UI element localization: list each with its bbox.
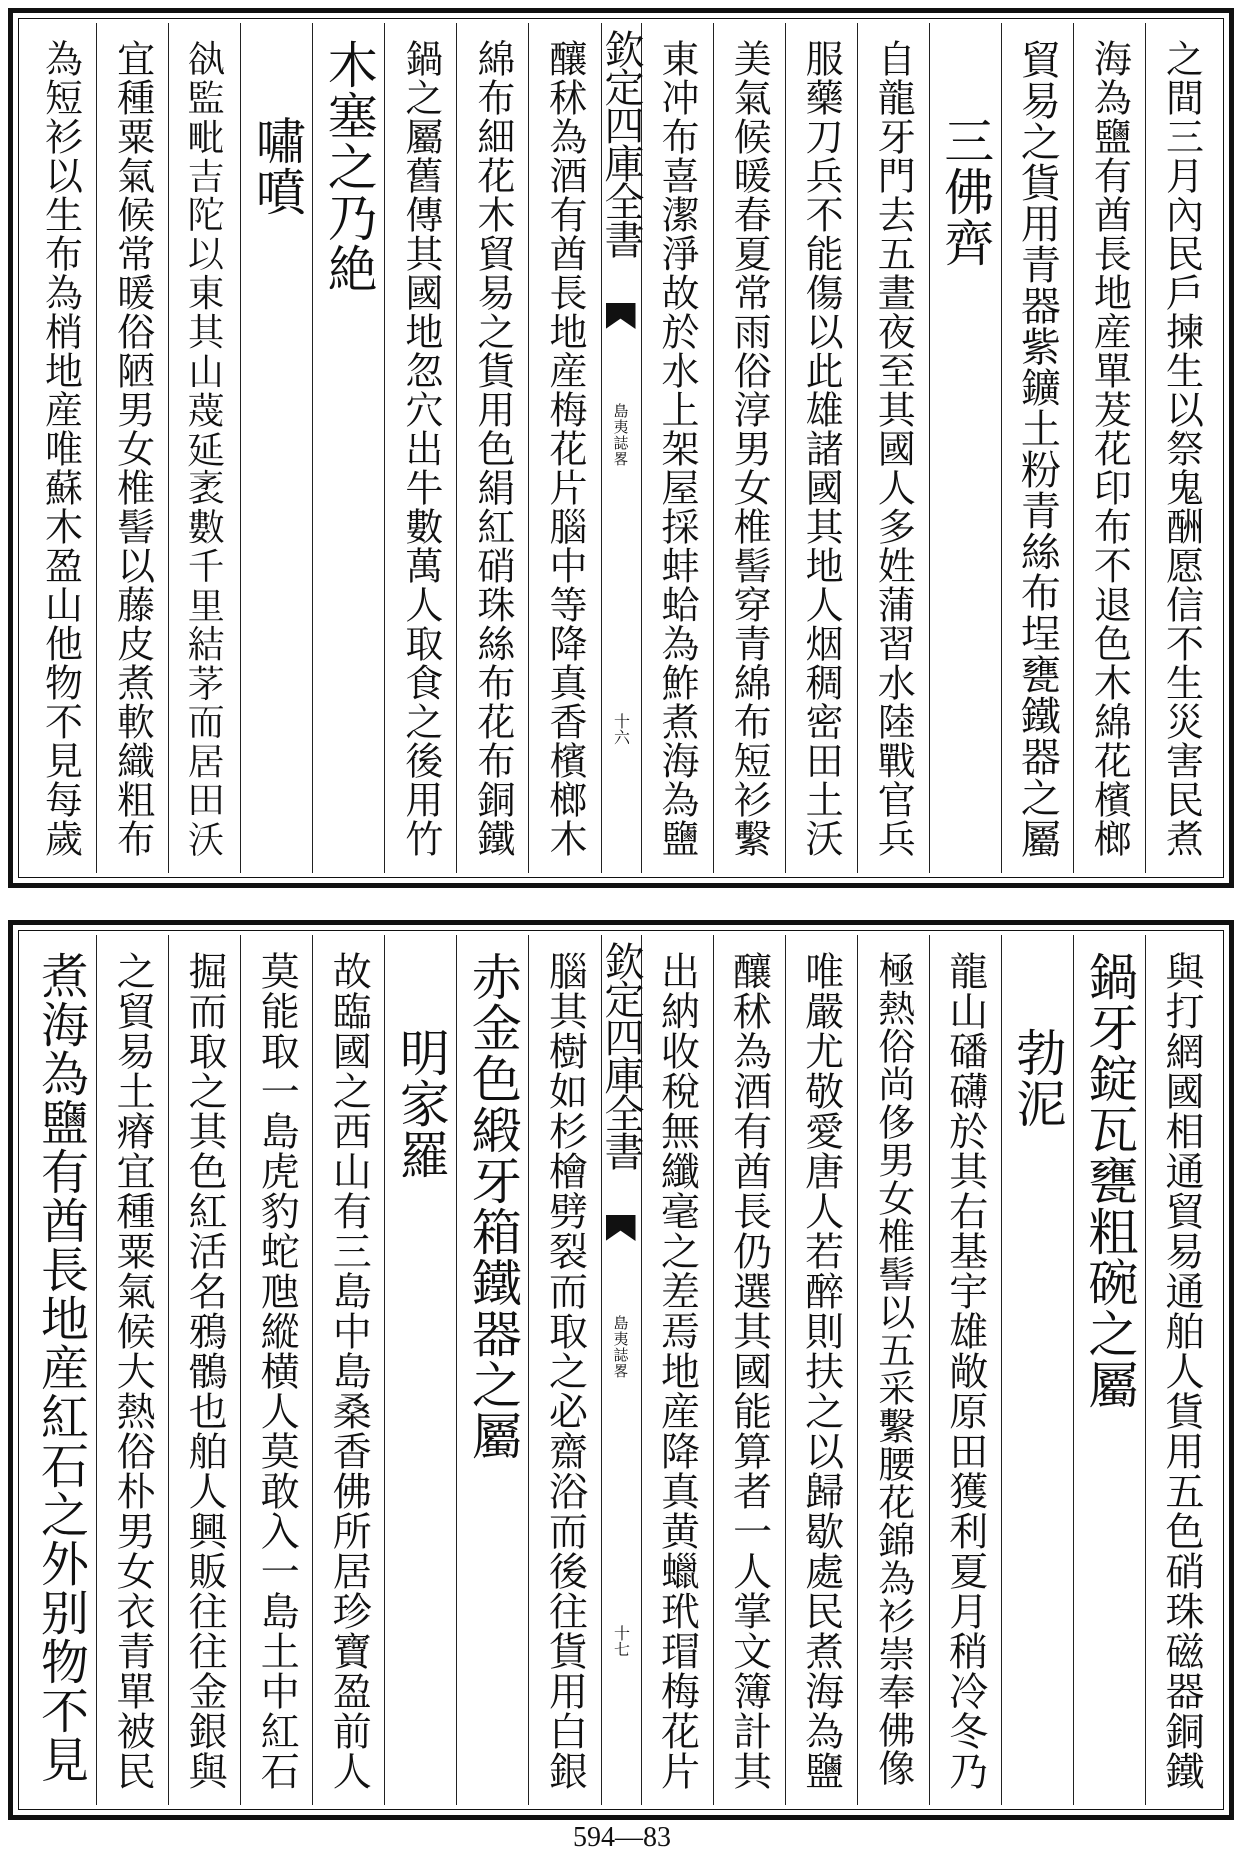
column-text: 美氣候暖春夏常雨俗淳男女椎髻穿青綿布短衫繫 — [727, 39, 772, 858]
column-text: 鍋之屬舊傳其國地忽穴出牛數萬人取食之後用竹 — [398, 39, 443, 858]
column — [1001, 23, 1073, 873]
column — [528, 23, 600, 873]
column-text: 𧮭監毗吉陀以東其山蔑延袤數千里結茅而居田沃 — [182, 39, 227, 858]
column-text: 莫能取一島虎豹蛇虺縱横人莫敢入一島土中紅石 — [254, 951, 300, 1791]
column-text: 釀秫為酒有酋長仍選其國能算者一人掌文簿計其 — [726, 951, 772, 1791]
center-spine — [598, 23, 644, 873]
column-text: 東冲布喜潔淨故於水上架屋採蚌蛤為鮓煮海為鹽 — [655, 39, 700, 858]
column — [857, 23, 929, 873]
page-number: 594—83 — [573, 1822, 671, 1853]
column — [929, 935, 1001, 1805]
fishtail-mark — [606, 1215, 636, 1241]
column-text: 綿布細花木貿易之貨用色絹紅硝珠絲布花布銅鐵 — [470, 39, 515, 858]
column — [1001, 935, 1073, 1805]
spine-folio: 十七 — [611, 1625, 631, 1657]
column-text: 服藥刀兵不能傷以此雄諸國其地人烟稠密田土沃 — [799, 39, 844, 858]
column-text: 腦其樹如杉檜劈裂而取之必齋浴而後往貨用白銀 — [542, 951, 588, 1791]
column-text: 自龍牙門去五晝夜至其國人多姓蒲習水陸戰官兵 — [871, 39, 916, 858]
column — [1073, 935, 1145, 1805]
center-spine — [598, 935, 644, 1805]
column-text: 海為鹽有酋長地産單茇花印布不退色木綿花檳榔 — [1087, 39, 1132, 858]
column — [240, 935, 312, 1805]
column-text: 龍山磻礴於其右基宇雄敞原田獲利夏月稍冷冬乃 — [942, 951, 988, 1791]
column-text: 木塞之乃絶 — [319, 39, 378, 294]
column — [456, 935, 528, 1805]
column — [456, 23, 528, 873]
spine-title: 欽定四庫全書 — [598, 29, 644, 257]
column — [713, 23, 785, 873]
column — [785, 23, 857, 873]
column-text: 之間三月內民戶揀生以祭鬼酬愿信不生災害民煮 — [1159, 39, 1204, 858]
lower-page — [8, 920, 1234, 1820]
column — [96, 23, 168, 873]
column-text: 釀秫為酒有酋長地産梅花片腦中等降真香檳榔木 — [542, 39, 587, 858]
column — [641, 935, 713, 1805]
column — [312, 23, 384, 873]
column — [857, 935, 929, 1805]
spine-book-title: 島夷誌畧 — [611, 403, 630, 467]
fishtail-mark — [606, 303, 636, 329]
column — [713, 935, 785, 1805]
column — [168, 23, 240, 873]
section-title: 三佛齊 — [936, 115, 995, 268]
column — [1145, 23, 1217, 873]
column-text: 與打網國相通貿易通舶人貨用五色硝珠磁器銅鐵 — [1158, 951, 1204, 1791]
column-text: 宜種粟氣候常暖俗陋男女椎髻以藤皮煮軟織粗布 — [110, 39, 155, 858]
upper-page — [8, 8, 1234, 888]
column-text: 為短衫以生布為梢地産唯蘇木盈山他物不見每歲 — [38, 39, 83, 858]
column — [785, 935, 857, 1805]
section-title: 明家羅 — [391, 1027, 450, 1180]
column — [25, 935, 96, 1805]
column — [528, 935, 600, 1805]
column-text: 鍋牙錠瓦甕粗碗之屬 — [1080, 951, 1139, 1410]
text-columns — [25, 935, 1217, 1805]
column-text: 之貿易土瘠宜種粟氣候大熱俗朴男女衣青單被民 — [110, 951, 156, 1791]
column — [1145, 935, 1217, 1805]
column — [240, 23, 312, 873]
column — [25, 23, 96, 873]
spine-book-title: 島夷誌畧 — [611, 1315, 630, 1379]
column-text: 煮海為鹽有酋長地産紅石之外别物不見 — [32, 951, 89, 1784]
column-text: 極熱俗尚侈男女椎髻以五采繫腰花錦為衫崇奉佛像 — [871, 951, 915, 1787]
column — [384, 23, 456, 873]
spine-title: 欽定四庫全書 — [598, 941, 644, 1169]
column-text: 掘而取之其色紅活名鴉鶻也舶人興販往往金銀與 — [182, 951, 228, 1791]
column-text: 故臨國之西山有三島中島桑香佛所居珍寶盈前人 — [326, 951, 372, 1791]
column — [1073, 23, 1145, 873]
column-text: 赤金色緞牙箱鐵器之屬 — [463, 951, 522, 1461]
column-text: 出納收稅無纖毫之差焉地産降真黄蠟玳瑁梅花片 — [654, 951, 700, 1791]
section-title: 嘯噴 — [247, 115, 306, 217]
section-title: 勃泥 — [1008, 1027, 1067, 1129]
column — [384, 935, 456, 1805]
spine-folio: 十六 — [611, 713, 631, 745]
text-columns — [25, 23, 1217, 873]
column — [929, 23, 1001, 873]
column — [168, 935, 240, 1805]
column — [641, 23, 713, 873]
column-text: 唯嚴尤敬愛唐人若醉則扶之以歸歇處民煮海為鹽 — [798, 951, 844, 1791]
column — [312, 935, 384, 1805]
column-text: 貿易之貨用青器紫鑛土粉青絲布埕甕鐵器之屬 — [1014, 39, 1061, 859]
column — [96, 935, 168, 1805]
